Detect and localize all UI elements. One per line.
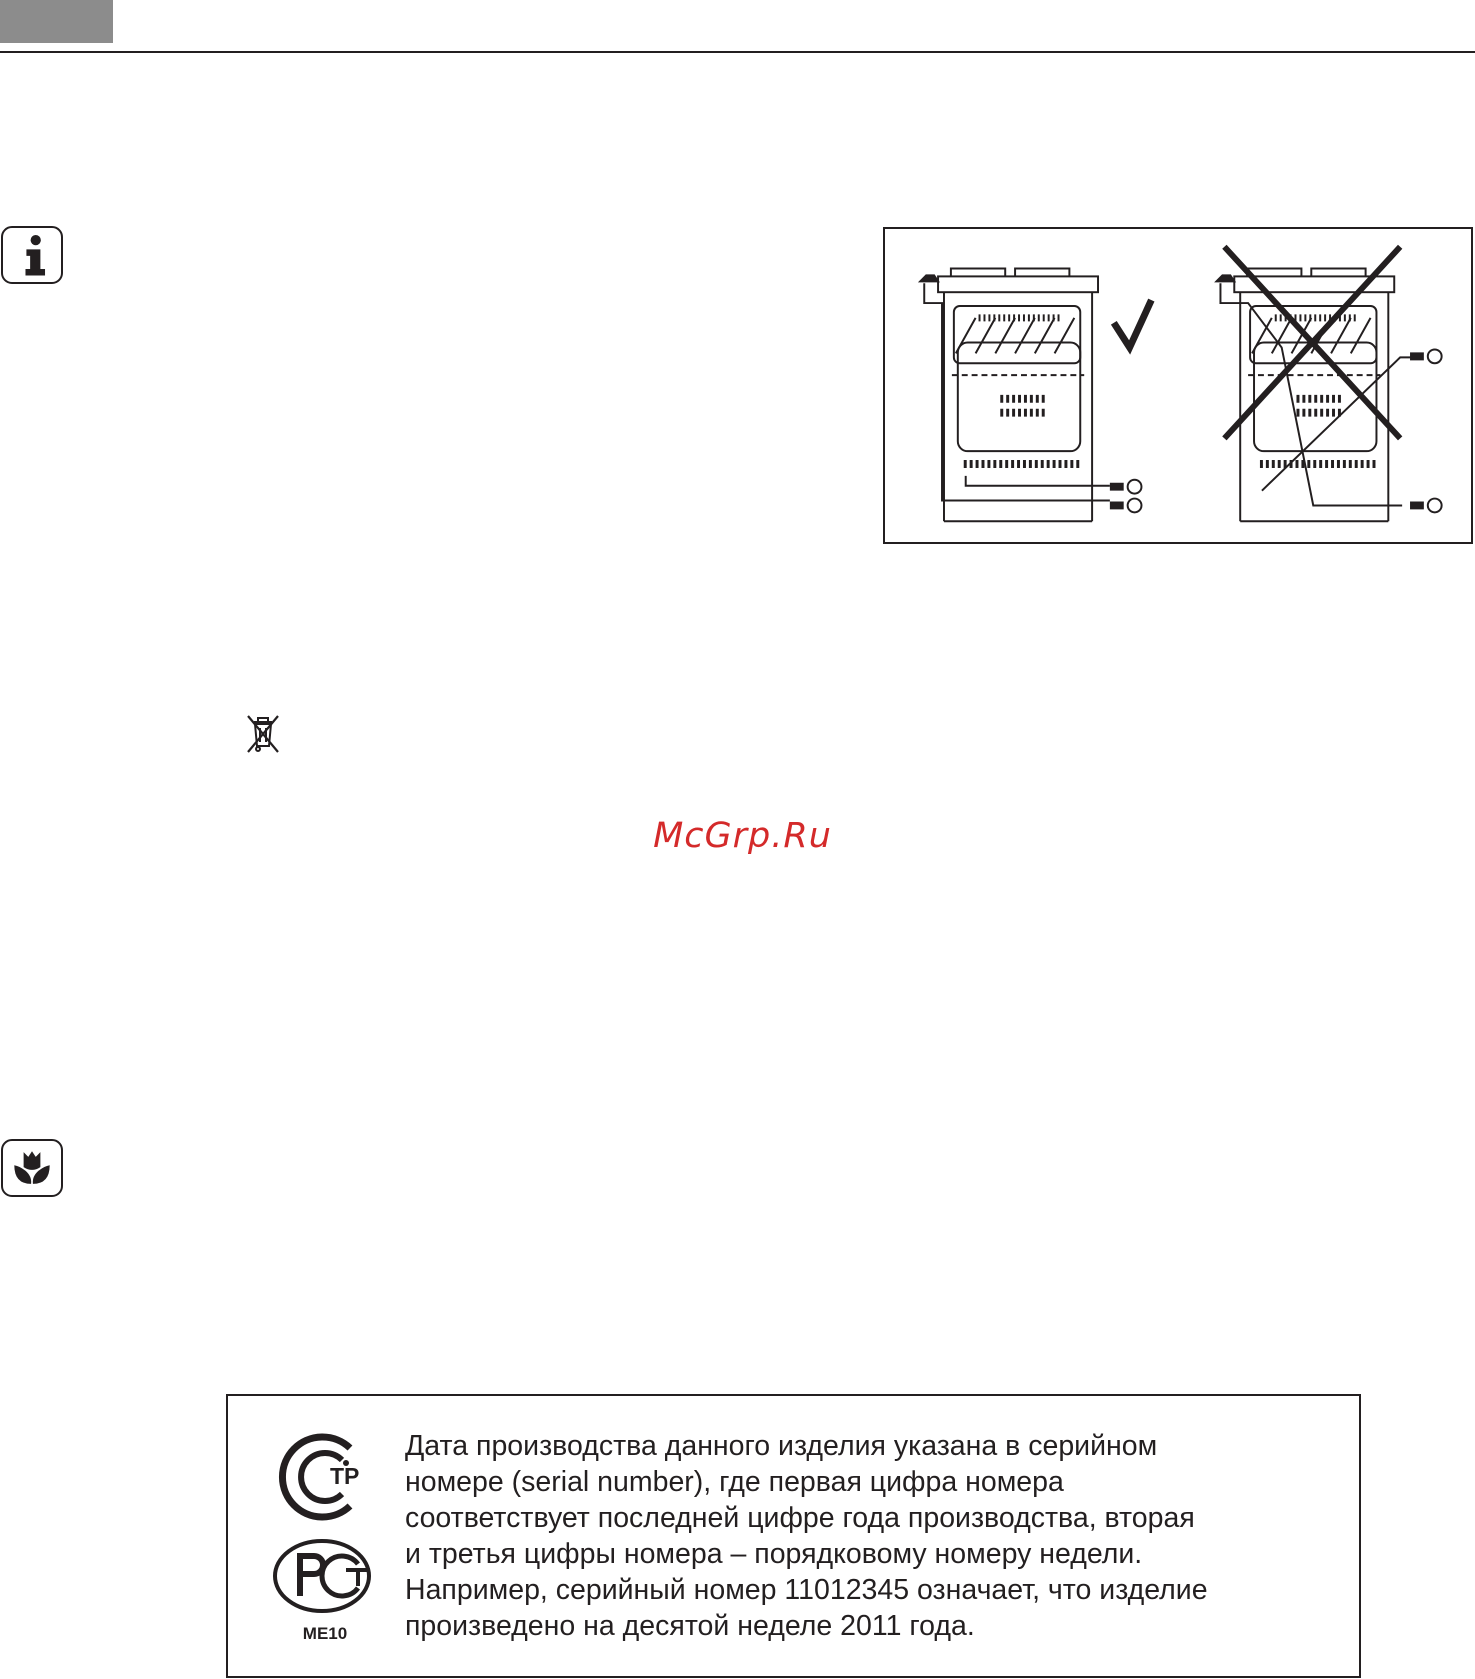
gost-mark-label: ТР: [330, 1463, 360, 1489]
environment-icon: [1, 1139, 63, 1197]
header-rule: [0, 51, 1475, 53]
cooker-correct: [920, 268, 1141, 521]
certification-box: [226, 1394, 1361, 1678]
page-corner-tab: [0, 0, 113, 43]
watermark-text: McGrp.Ru: [653, 816, 832, 856]
info-icon: [1, 226, 63, 284]
crossed-out-wheeled-bin-icon: [244, 712, 282, 754]
cooker-incorrect: [1217, 268, 1442, 521]
certification-code: ME10: [302, 1624, 348, 1643]
production-date-note: Дата производства данного изделия указана в серийном номере (serial number), где первая цифра номера соответствует последней цифре года производства, вторая и третья цифры номера – порядковому номеру недели. Например, серийный номер 11012345 означает, что изделие произведено на десятой неделе 2011 года.: [405, 1430, 1208, 1642]
gost-r-certification-mark: [268, 1432, 378, 1522]
pct-certification-mark: [272, 1536, 377, 1616]
cable-routing-figure: [883, 227, 1473, 544]
checkmark-icon: [1114, 300, 1152, 347]
